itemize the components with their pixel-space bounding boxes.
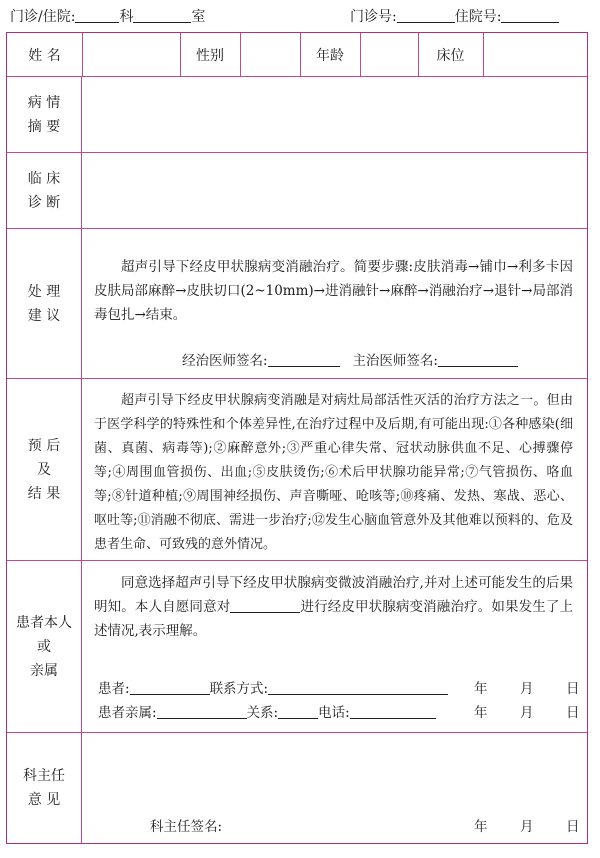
relation-blank[interactable] bbox=[278, 704, 318, 719]
relative-label: 患者亲属: bbox=[98, 705, 157, 721]
room-suffix: 室 bbox=[191, 9, 206, 25]
relative-date-year: 年 bbox=[474, 705, 488, 721]
summary-label-line2: 摘 要 bbox=[27, 118, 61, 135]
director-row bbox=[7, 733, 587, 843]
treating-doctor-blank[interactable] bbox=[268, 352, 340, 367]
treatment-text: 超声引导下经皮甲状腺病变消融治疗。简要步骤:皮肤消毒→铺巾→利多卡因皮肤局部麻醉→皮肤切口(2~10mm)→进消融针→麻醉→消融治疗→退针→局部消毒包扎→结束。 bbox=[94, 259, 573, 323]
gender-field[interactable] bbox=[240, 33, 301, 76]
director-date-month: 月 bbox=[520, 819, 534, 835]
treatment-row bbox=[7, 229, 587, 379]
phone-blank[interactable] bbox=[350, 704, 436, 719]
dept-suffix: 科 bbox=[119, 9, 134, 25]
prognosis-text: 超声引导下经皮甲状腺病变消融是对病灶局部活性灭活的治疗方法之一。但由于医学科学的特殊性和个体差异性,在治疗过程中及后期,有可能出现:①各种感染(细菌、真菌、病毒等);②麻醉意外;③严重心律失常、冠状动脉供血不足、心搏骤停等;④周围血管损伤、出血;⑤皮肤烫伤;⑥术后甲状腺功能异常;⑦气管损伤、咯血等;⑧针道种植;⑨周围神经损伤、声音嘶哑、呛咳等;⑩疼痛、发热、寒战、恶心、呕吐等;⑪消融不彻底、需进一步治疗;⑫发生心脑血管意外及其他难以预料的、危及患者生命、可致残的意外情况。 bbox=[94, 393, 573, 552]
bed-field[interactable] bbox=[483, 33, 587, 76]
director-signature-label: 科主任签名: bbox=[150, 819, 223, 835]
director-label-line2: 意 见 bbox=[27, 792, 61, 808]
diagnosis-row bbox=[7, 153, 587, 229]
consent-text bbox=[94, 571, 573, 643]
doctor-signatures bbox=[182, 349, 518, 369]
dept-blank[interactable] bbox=[75, 8, 119, 23]
consent-text-part2: 进行经皮甲状腺病变消融治疗。如果发生了上述情况,表示理解。 bbox=[94, 599, 574, 639]
prognosis-label bbox=[7, 379, 82, 560]
inpatient-no-label: 住院号: bbox=[454, 9, 502, 25]
clinic-label: 门诊/住院: bbox=[10, 9, 76, 25]
consent-label-line2: 或 bbox=[37, 638, 51, 655]
treatment-label-line1: 处 理 bbox=[27, 283, 61, 300]
director-label bbox=[7, 733, 82, 843]
room-blank[interactable] bbox=[133, 8, 191, 23]
phone-label: 电话: bbox=[318, 705, 350, 721]
age-field[interactable] bbox=[360, 33, 419, 76]
diagnosis-label-line1: 临 床 bbox=[27, 170, 61, 187]
outpatient-no-blank[interactable] bbox=[397, 8, 455, 23]
treatment-label bbox=[7, 229, 82, 378]
consent-row bbox=[7, 561, 587, 733]
summary-row bbox=[7, 77, 587, 153]
patient-sign-blank[interactable] bbox=[130, 680, 210, 695]
consent-text-part1: 同意选择超声引导下经皮甲状腺病变微波消融治疗,并对上述可能发生的后果明知。本人自愿同意对 bbox=[94, 575, 573, 615]
prognosis-label-line3: 结 果 bbox=[27, 485, 61, 502]
diagnosis-label-line2: 诊 断 bbox=[27, 194, 61, 211]
treatment-label-line2: 建 议 bbox=[27, 307, 61, 324]
patient-date-year: 年 bbox=[474, 681, 488, 697]
bed-label: 床位 bbox=[418, 33, 484, 76]
contact-label: 联系方式: bbox=[209, 681, 269, 697]
age-label: 年龄 bbox=[300, 33, 361, 76]
summary-label bbox=[7, 77, 82, 152]
treating-doctor-label: 经治医师签名: bbox=[182, 353, 268, 369]
summary-label-line1: 病 情 bbox=[27, 94, 61, 111]
outpatient-no-label: 门诊号: bbox=[350, 9, 397, 25]
attending-doctor-label: 主治医师签名: bbox=[352, 353, 438, 369]
consent-label-line3: 亲属 bbox=[30, 662, 58, 679]
name-label: 姓 名 bbox=[7, 33, 83, 76]
diagnosis-label bbox=[7, 153, 82, 228]
attending-doctor-blank[interactable] bbox=[438, 352, 518, 367]
diagnosis-field[interactable] bbox=[82, 153, 587, 228]
prognosis-row bbox=[7, 379, 587, 561]
consent-label bbox=[7, 561, 82, 732]
relative-sign-line bbox=[98, 701, 436, 721]
director-content bbox=[82, 733, 587, 843]
clinic-dept-room bbox=[10, 6, 205, 26]
contact-blank[interactable] bbox=[268, 680, 448, 695]
patient-info-row bbox=[7, 33, 587, 77]
prognosis-label-line1: 预 后 bbox=[27, 437, 61, 454]
patient-sign-line bbox=[98, 677, 448, 697]
consent-patient-blank[interactable] bbox=[230, 598, 300, 613]
patient-label: 患者: bbox=[98, 681, 130, 697]
director-date-day: 日 bbox=[566, 819, 580, 835]
relation-label: 关系: bbox=[246, 705, 279, 721]
name-field[interactable] bbox=[82, 33, 181, 76]
director-label-line1: 科主任 bbox=[23, 768, 65, 784]
treatment-content bbox=[82, 229, 587, 378]
prognosis-label-line2: 及 bbox=[36, 461, 51, 478]
summary-field[interactable] bbox=[82, 77, 587, 152]
patient-date-day: 日 bbox=[566, 681, 580, 697]
prognosis-content bbox=[82, 379, 587, 560]
patient-date-month: 月 bbox=[520, 681, 534, 697]
form-header bbox=[10, 6, 590, 26]
record-numbers bbox=[350, 6, 559, 26]
relative-date-month: 月 bbox=[520, 705, 534, 721]
consent-label-line1: 患者本人 bbox=[16, 614, 72, 631]
consent-form bbox=[6, 32, 588, 844]
consent-content bbox=[82, 561, 587, 732]
relative-date-day: 日 bbox=[566, 705, 580, 721]
relative-sign-blank[interactable] bbox=[157, 704, 247, 719]
director-date-year: 年 bbox=[474, 819, 488, 835]
gender-label: 性别 bbox=[180, 33, 241, 76]
inpatient-no-blank[interactable] bbox=[501, 8, 559, 23]
